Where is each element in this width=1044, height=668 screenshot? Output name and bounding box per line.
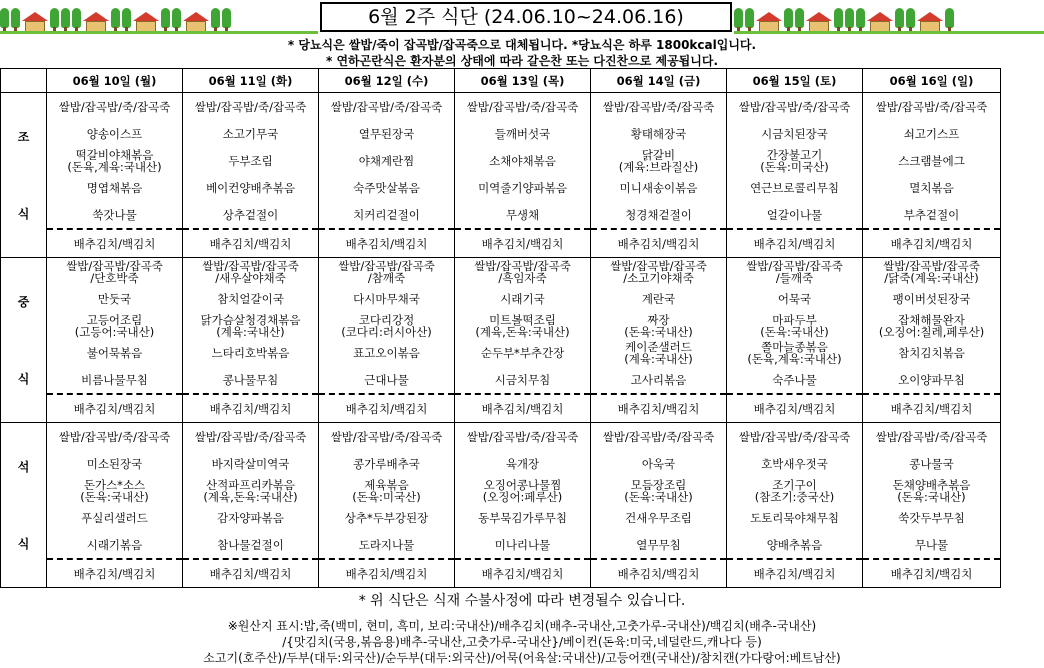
dish-item: 쑥갓두부무침 <box>898 510 965 525</box>
kimchi-item: 배추김치/백김치 <box>617 236 700 251</box>
day-menu-cell <box>591 423 727 588</box>
kimchi-item: 배추김치/백김치 <box>617 401 700 416</box>
day-menu-cell <box>319 423 455 588</box>
dish-item: 베이컨양배추볶음 <box>206 180 295 195</box>
dish-item: 닭갈비 (계육:브라질산) <box>618 147 699 174</box>
day-menu-cell <box>863 423 1001 588</box>
dish-item: 참치얼갈이국 <box>217 291 284 306</box>
decorative-village-right <box>734 2 1044 34</box>
kimchi-item: 배추김치/백김치 <box>890 401 973 416</box>
day-menu-cell <box>591 93 727 258</box>
grain-item: 쌀밥/잡곡밥/죽/잡곡죽 <box>738 99 851 114</box>
meal-label <box>1 258 47 423</box>
day-header: 06월 11일 (화) <box>183 69 319 93</box>
meal-label-bottom: 식 <box>17 207 30 221</box>
dish-item: 돈가스*소스 (돈육:국내산) <box>80 477 149 504</box>
dish-item: 코다리강정 (코다리:러시아산) <box>341 312 432 339</box>
weekly-menu-table <box>0 68 1001 588</box>
dish-item: 스크램블에그 <box>898 153 965 168</box>
dish-item: 양배추볶음 <box>727 531 862 560</box>
grain-item: 쌀밥/잡곡밥/죽/잡곡죽 <box>602 429 715 444</box>
kimchi-item: 배추김치/백김치 <box>890 566 973 581</box>
origin-line: ※원산지 표시:밥,죽(백미, 현미, 흑미, 보리:국내산)/배추김치(배추-국내산,고춧가루-국내산)/백김치(배추-국내산) <box>227 619 817 633</box>
dish-item: 고사리볶음 <box>591 366 726 395</box>
day-menu-cell <box>455 258 591 423</box>
meal-label-bottom: 식 <box>17 372 30 386</box>
day-menu-cell <box>455 423 591 588</box>
dish-item: 숙주맛살볶음 <box>353 180 420 195</box>
dish-item: 조기구이 (참조기:중국산) <box>754 477 835 504</box>
dish-item: 미소된장국 <box>86 456 143 471</box>
dish-item: 들깨버섯국 <box>494 126 551 141</box>
dish-item: 상추*두부강된장 <box>344 510 429 525</box>
dish-item: 명엽채볶음 <box>86 180 143 195</box>
day-menu-cell <box>319 93 455 258</box>
dish-item: 도라지나물 <box>319 531 454 560</box>
change-notice: * 위 식단은 식재 수불사정에 따라 변경될수 있습니다. <box>358 593 686 609</box>
kimchi-item: 배추김치/백김치 <box>73 401 156 416</box>
dish-item: 황태해장국 <box>630 126 687 141</box>
dish-item: 육개장 <box>505 456 540 471</box>
dish-item: 시금치된장국 <box>761 126 828 141</box>
dish-item: 무생채 <box>455 201 590 230</box>
kimchi-item: 배추김치/백김치 <box>617 566 700 581</box>
day-menu-cell <box>183 93 319 258</box>
grain-item: 쌀밥/잡곡밥/죽/잡곡죽 <box>738 429 851 444</box>
decorative-village-left <box>0 2 318 34</box>
grain-item: 쌀밥/잡곡밥/죽/잡곡죽 <box>194 429 307 444</box>
day-header: 06월 13일 (목) <box>455 69 591 93</box>
meal-label-top: 조 <box>17 130 30 144</box>
dish-item: 고등어조림 (고등어:국내산) <box>74 312 155 339</box>
meal-label-top: 중 <box>17 295 30 309</box>
grain-item: 쌀밥/잡곡밥/죽/잡곡죽 <box>58 429 171 444</box>
day-menu-cell <box>727 423 863 588</box>
dish-item: 소고기무국 <box>222 126 279 141</box>
dish-item: 어묵국 <box>777 291 812 306</box>
kimchi-item: 배추김치/백김치 <box>753 236 836 251</box>
grain-item: 쌀밥/잡곡밥/잡곡죽 /닭죽(계육:국내산) <box>883 258 980 285</box>
meal-row <box>1 93 1001 258</box>
dish-item: 쇠고기스프 <box>903 126 960 141</box>
kimchi-item: 배추김치/백김치 <box>890 236 973 251</box>
dish-item: 짜장 (돈육:국내산) <box>624 312 693 339</box>
day-header: 06월 10일 (월) <box>47 69 183 93</box>
kimchi-item: 배추김치/백김치 <box>345 566 428 581</box>
dish-item: 미역줄기양파볶음 <box>478 180 567 195</box>
dish-item: 참치김치볶음 <box>898 345 965 360</box>
dish-item: 치커리겉절이 <box>319 201 454 230</box>
dish-item: 순두부*부추간장 <box>480 345 565 360</box>
dish-item: 숙주나물 <box>727 366 862 395</box>
kimchi-item: 배추김치/백김치 <box>345 236 428 251</box>
kimchi-item: 배추김치/백김치 <box>209 236 292 251</box>
kimchi-item: 배추김치/백김치 <box>345 401 428 416</box>
day-menu-cell <box>47 423 183 588</box>
kimchi-item: 배추김치/백김치 <box>753 401 836 416</box>
day-header-row <box>1 69 1001 93</box>
dish-item: 야채계란찜 <box>358 153 415 168</box>
grain-item: 쌀밥/잡곡밥/죽/잡곡죽 <box>466 99 579 114</box>
dish-item: 건새우무조림 <box>625 510 692 525</box>
dish-item: 제육볶음 (돈육:미국산) <box>352 477 421 504</box>
dish-item: 비름나물무침 <box>47 366 182 395</box>
dish-item: 쑥갓나물 <box>47 201 182 230</box>
day-menu-cell <box>727 93 863 258</box>
dish-item: 케이준샐러드 (계육:국내산) <box>624 339 693 366</box>
grain-item: 쌀밥/잡곡밥/잡곡죽 /들깨죽 <box>746 258 843 285</box>
meal-row <box>1 258 1001 423</box>
dish-item: 부추겉절이 <box>863 201 1000 230</box>
dish-item: 두부조림 <box>228 153 273 168</box>
grain-item: 쌀밥/잡곡밥/잡곡죽 /새우살야채죽 <box>202 258 299 285</box>
kimchi-item: 배추김치/백김치 <box>481 401 564 416</box>
dish-item: 미나리나물 <box>455 531 590 560</box>
day-menu-cell <box>455 93 591 258</box>
dish-item: 미니새송이볶음 <box>619 180 698 195</box>
dish-item: 느타리호박볶음 <box>211 345 290 360</box>
dish-item: 연근브로콜리무침 <box>750 180 839 195</box>
dish-item: 근대나물 <box>319 366 454 395</box>
grain-item: 쌀밥/잡곡밥/죽/잡곡죽 <box>466 429 579 444</box>
kimchi-item: 배추김치/백김치 <box>73 236 156 251</box>
day-menu-cell <box>47 258 183 423</box>
dish-item: 멸치볶음 <box>909 180 954 195</box>
dish-item: 푸실리샐러드 <box>81 510 148 525</box>
day-header: 06월 12일 (수) <box>319 69 455 93</box>
dish-item: 시래기국 <box>500 291 545 306</box>
dish-item: 양송이스프 <box>86 126 143 141</box>
day-header: 06월 15일 (토) <box>727 69 863 93</box>
header <box>0 0 1044 36</box>
kimchi-item: 배추김치/백김치 <box>481 236 564 251</box>
dish-item: 참나물겉절이 <box>183 531 318 560</box>
meal-label-top: 석 <box>17 460 30 474</box>
dish-item: 간장불고기 (돈육:미국산) <box>760 147 829 174</box>
day-header: 06월 16일 (일) <box>863 69 1001 93</box>
dish-item: 시금치무침 <box>455 366 590 395</box>
dish-item: 상추겉절이 <box>183 201 318 230</box>
dish-item: 모듬장조림 (돈육:국내산) <box>624 477 693 504</box>
kimchi-item: 배추김치/백김치 <box>209 566 292 581</box>
dish-item: 잡채해물완자 (오징어:칠레,페루산) <box>878 312 985 339</box>
grain-item: 쌀밥/잡곡밥/잡곡죽 /단호박죽 <box>66 258 163 285</box>
kimchi-item: 배추김치/백김치 <box>753 566 836 581</box>
dish-item: 표고오이볶음 <box>353 345 420 360</box>
dish-item: 얼갈이나물 <box>727 201 862 230</box>
origin-line: /{맛김치(국용,볶음용)배추-국내산,고춧가루-국내산}/베이컨(돈육:미국,네덜란드,캐나다 등) <box>282 635 762 649</box>
meal-label-bottom: 식 <box>17 537 30 551</box>
grain-item: 쌀밥/잡곡밥/죽/잡곡죽 <box>875 429 988 444</box>
dish-item: 팽이버섯된장국 <box>892 291 971 306</box>
dish-item: 콩가루배추국 <box>353 456 420 471</box>
grain-item: 쌀밥/잡곡밥/잡곡죽 /참깨죽 <box>338 258 435 285</box>
day-menu-cell <box>47 93 183 258</box>
dish-item: 콩나물무침 <box>183 366 318 395</box>
dish-item: 만둣국 <box>97 291 132 306</box>
day-menu-cell <box>319 258 455 423</box>
kimchi-item: 배추김치/백김치 <box>481 566 564 581</box>
origin-info <box>0 618 1044 666</box>
dish-item: 시래기볶음 <box>47 531 182 560</box>
notice-dysphagia: * 연하곤란식은 환자분의 상태에 따라 갈은찬 또는 다진찬으로 제공됩니다. <box>325 54 719 68</box>
dish-item: 오징어콩나물찜 (오징어:페루산) <box>482 477 563 504</box>
notice-diabetic: * 당뇨식은 쌀밥/죽이 잡곡밥/잡곡죽으로 대체됩니다. *당뇨식은 하루 1800kcal입니다. <box>287 38 757 52</box>
grain-item: 쌀밥/잡곡밥/잡곡죽 /흑임자죽 <box>474 258 571 285</box>
dish-item: 닭가슴살청경채볶음 (계육:국내산) <box>200 312 301 339</box>
dish-item: 도토리묵야채무침 <box>750 510 839 525</box>
day-header: 06월 14일 (금) <box>591 69 727 93</box>
grain-item: 쌀밥/잡곡밥/잡곡죽 /소고기야채죽 <box>610 258 707 285</box>
grain-item: 쌀밥/잡곡밥/죽/잡곡죽 <box>330 429 443 444</box>
dish-item: 소채야채볶음 <box>489 153 556 168</box>
dish-item: 감자양파볶음 <box>217 510 284 525</box>
meal-label <box>1 93 47 258</box>
dish-item: 미트볼떡조림 (계육,돈육:국내산) <box>475 312 570 339</box>
grain-item: 쌀밥/잡곡밥/죽/잡곡죽 <box>875 99 988 114</box>
day-menu-cell <box>591 258 727 423</box>
dish-item: 쫄마늘종볶음 (돈육,계육:국내산) <box>747 339 842 366</box>
dish-item: 불어묵볶음 <box>86 345 143 360</box>
day-menu-cell <box>183 258 319 423</box>
dish-item: 떡갈비야채볶음 (돈육,계육:국내산) <box>67 147 162 174</box>
kimchi-item: 배추김치/백김치 <box>209 401 292 416</box>
page-title: 6월 2주 식단 (24.06.10~24.06.16) <box>320 2 732 32</box>
meal-row <box>1 423 1001 588</box>
grain-item: 쌀밥/잡곡밥/죽/잡곡죽 <box>58 99 171 114</box>
dish-item: 열무무침 <box>591 531 726 560</box>
meal-label <box>1 423 47 588</box>
day-menu-cell <box>863 93 1001 258</box>
grain-item: 쌀밥/잡곡밥/죽/잡곡죽 <box>194 99 307 114</box>
dish-item: 계란국 <box>641 291 676 306</box>
dish-item: 호박새우젓국 <box>761 456 828 471</box>
dish-item: 마파두부 (돈육:국내산) <box>760 312 829 339</box>
dish-item: 청경채겉절이 <box>591 201 726 230</box>
day-menu-cell <box>183 423 319 588</box>
origin-line: 소고기(호주산)/두부(대두:외국산)/순두부(대두:외국산)/어묵(어육살:국내산)/고등어캔(국내산)/참치캔(가다랑어:베트남산) <box>203 651 841 665</box>
dish-item: 다시마무채국 <box>353 291 420 306</box>
dish-item: 아욱국 <box>641 456 676 471</box>
day-menu-cell <box>863 258 1001 423</box>
corner-cell <box>1 69 47 93</box>
dish-item: 동부묵김가루무침 <box>478 510 567 525</box>
dish-item: 오이양파무침 <box>863 366 1000 395</box>
dish-item: 무나물 <box>863 531 1000 560</box>
dish-item: 바지락살미역국 <box>211 456 290 471</box>
grain-item: 쌀밥/잡곡밥/죽/잡곡죽 <box>602 99 715 114</box>
grain-item: 쌀밥/잡곡밥/죽/잡곡죽 <box>330 99 443 114</box>
dish-item: 돈채양배추볶음 (돈육:국내산) <box>892 477 971 504</box>
day-menu-cell <box>727 258 863 423</box>
dish-item: 열무된장국 <box>358 126 415 141</box>
dish-item: 콩나물국 <box>909 456 954 471</box>
kimchi-item: 배추김치/백김치 <box>73 566 156 581</box>
dish-item: 산적파프리카볶음 (계육,돈육:국내산) <box>203 477 298 504</box>
